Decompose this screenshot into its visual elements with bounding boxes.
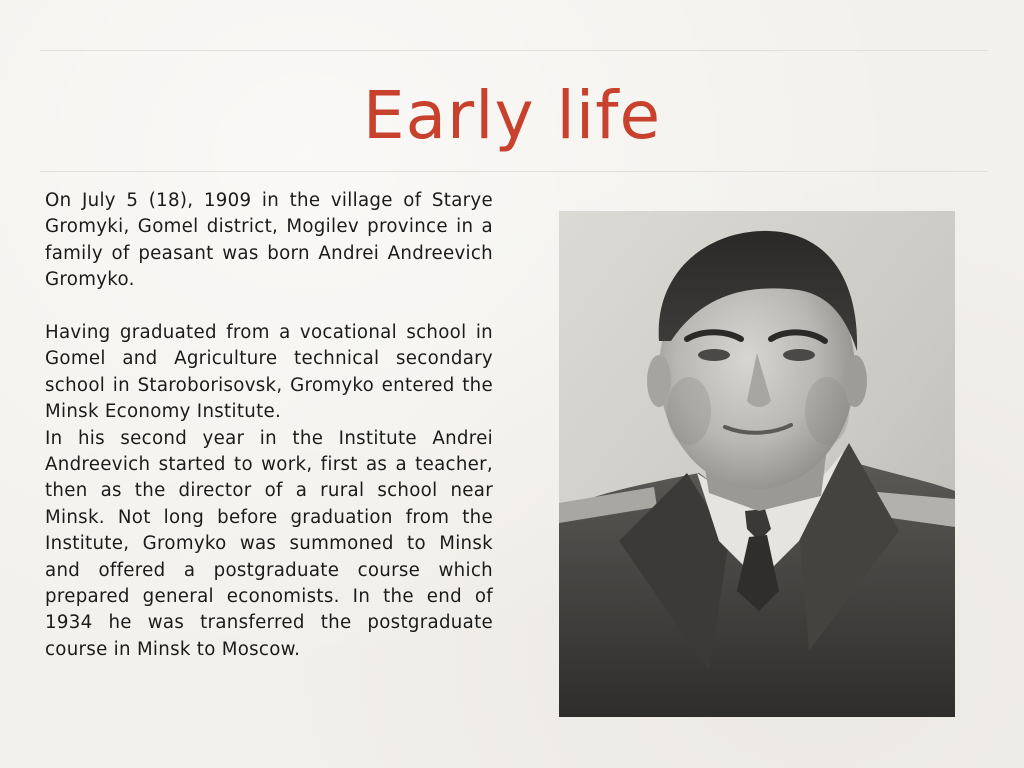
- body-text: [45, 188, 493, 663]
- paragraph-education: Having graduated from a vocational school in Gomel and Agriculture technical secondary school in Staroborisovsk, Gromyko entered the Minsk Economy Institute.: [45, 322, 493, 423]
- top-divider: [40, 50, 988, 51]
- paragraph-career: In his second year in the Institute Andrei Andreevich started to work, first as a teacher, then as the director of a rural school near Minsk. Not long before graduation from the Institute, Gromyko was summoned to Minsk and offered a postgraduate course which prepared general economists. In the end of 1934 he was transferred the postgraduate course in Minsk to Moscow.: [45, 427, 493, 660]
- paragraph-birth: On July 5 (18), 1909 in the village of Starye Gromyki, Gomel district, Mogilev province in a family of peasant was born Andrei Andreevich Gromyko.: [45, 190, 493, 291]
- portrait-photo: [559, 211, 955, 717]
- portrait-image: [559, 211, 955, 717]
- slide-title: Early life: [362, 77, 662, 154]
- title-divider: [40, 171, 988, 172]
